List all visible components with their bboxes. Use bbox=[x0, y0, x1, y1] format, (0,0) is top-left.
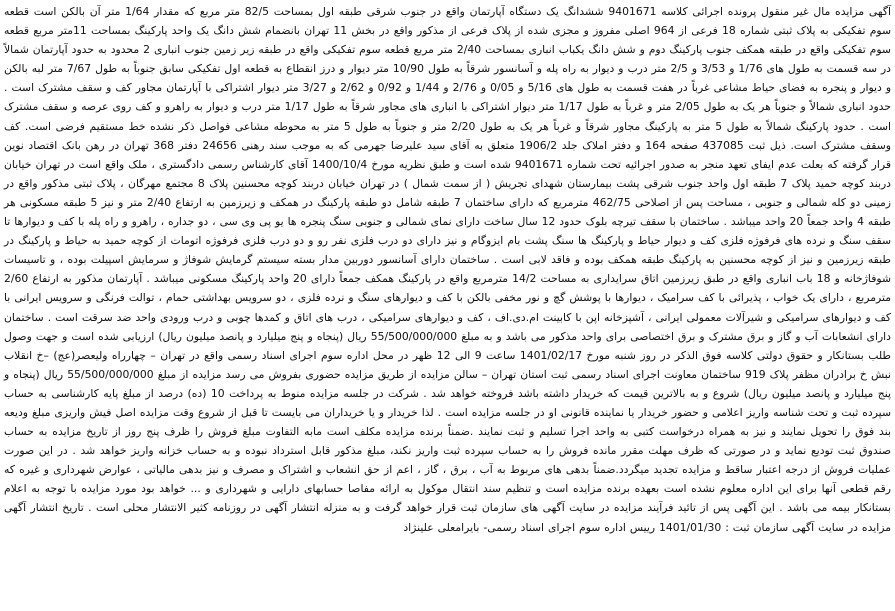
auction-notice-text: آگهی مزایده مال غیر منقول پرونده اجرائی کلاسه 9401671 ششدانگ یک دستگاه آپارتمان واقع در جنوب شرقی طبقه اول بمساحت 82/5 متر مربع که مقدار 1/64 متر آن بالکن است قطعه سوم تفکیکی به پلاک ثبتی شماره 18 فرعی از 964 اصلی مفروز و مجزی شده از پلاک فرعی از مذکور واقع در بخش 11 تهران بانضمام شش دانگ یک واحد پارکینگ بمساحت 11متر مربع قطعه سوم تفکیکی واقع در طبقه همکف جنوب پارکینگ دوم و شش دانگ یکباب انباری بمساحت 2/40 متر مربع قطعه سوم تفکیکی واقع در طبقه زیر زمین جنوب انباری 2 محدود به حدود آپارتمان شمالاً در سه قسمت به طول های 1/76 و 3/53 و 2/5 متر درب و دیوار به راه پله و آسانسور شرقاً به طول 10/90 متر دیوار و درز انقطاع به قطعه اول تفکیکی سابق جنوباً به طول 7/67 متر لبه بالکن و دیوار و پنجره به فضای حیاط مشاعی غرباً در هفت قسمت به طول های 5/16 و 0/05 و 2/76 و 1/44 و 0/92 و 2/62 و 3/27 متر دیوار اشتراکی با آپارتمان مجاور کف و سقف مشترک است . حدود انباری شمالاً و جنوباً هر یک به طول 2/05 متر و غرباً به طول 1/17 متر دیوار اشتراکی با انباری های مجاور شرقاً به طول 1/17 متر درب و دیوار به راهرو و کف روی عرصه و سقف مشترک است . حدود پارکینگ شمالاً به طول 5 متر به پارکینگ مجاور شرقاً و غرباً هر یک به طول 2/20 متر و جنوباً به طول 5 متر به محوطه مشاعی فواصل ذکر نشده خط مستقیم فرضی است. کف وسقف مشترک است. ذیل ثبت 437085 صفحه 164 و دفتر املاک جلد 1906/2 متعلق به آقای سید علیرضا جهرمی که به موجب سند رهنی 24656 دفتر 368 تهران در رهن بانک اقتصاد نوین قرار گرفته که بعلت عدم ایفای تعهد منجر به صدور اجرائیه تحت شماره 9401671 شده است و طبق نظریه مورخ 1400/10/4 آقای کارشناس رسمی دادگستری ، ملک واقع است در تهران خیابان دربند کوچه حمید پلاک 7 طبقه اول واحد جنوب شرقی پشت بیمارستان شهدای تجریش ( از سمت شمال ) در تهران خیابان دربند کوچه محسنین پلاک 8 مجتمع مهرگان ، پلاک ثبتی مذکور واقع در زمینی دو کله شمالی و جنوبی ، مساحت پس از اصلاحی 462/75 مترمربع که دارای ساختمان 7 طبقه شامل دو طبقه پارکینگ در همکف و زیرزمین به ارتفاع 2/40 متر و نیز 5 طبقه مسکونی هر طبقه 4 واحد جمعاً 20 واحد میباشد . ساختمان با سقف تیرچه بلوک حدود 12 سال ساخت دارای نمای شمالی و جنوبی سنگ پنجره ها یو پی وی سی ، دو جداره ، راهرو و راه پله با کف و دیوارها تا سقف سنگ و نرده های فرفوژه فلزی کف و دیوار حیاط و پارکینگ ها سنگ پشت بام ایزوگام و نیز دارای دو درب فلزی نفر رو و دو درب فلزی فرفوژه اتومات از کوچه حمید به حیاط و پارکینگ در طبقه زیرزمین و نیز از کوچه محسنین به پارکینگ طبقه همکف بوده و فاقد لابی است . ساختمان دارای آسانسور دوربین مدار بسته سیستم گرمایش شوفاژ و سرمایش اسپیلت بوده ، و تاسیسات شوفاژخانه و 18 باب انباری واقع در طبق زیرزمین اتاق سرایداری به مساحت 14/2 مترمربع واقع در پارکینگ همکف جمعاً دارای 20 واحد پارکینگ مسکونی میباشد . آپارتمان مذکور به ارتفاع 2/60 مترمربع ، دارای یک خواب ، پذیرائی با کف سرامیک ، دیوارها با پوشش گچ و نور مخفی بالکن با کف و دیوارهای سنگ و نرده فلزی ، دو سرویس بهداشتی حمام ، توالت فرنگی و سرویس ایرانی با کف و دیوارهای سرامیکی و شیرآلات معمولی ایرانی ، آشپزخانه اپن با کابینت ام.دی.اف ، کف و دیوارهای سرامیکی ، درب های اتاق و کمدها چوبی و درب ورودی واحد ضد سرقت است . ساختمان دارای انشعابات آب و گاز و برق مشترک و برق اختصاصی برای واحد مذکور می باشد و به مبلغ 55/500/000/000 ریال (پنجاه و پنج میلیارد و پانصد میلیون ریال) ارزیابی شده است و جهت وصول طلب بستانکار و حقوق دولتی کلاسه فوق الذکر در روز شنبه مورخ 1401/02/17 ساعت 9 الی 12 ظهر در محل اداره سوم اجرای اسناد رسمی واقع در تهران – چهارراه ولیعصر(عج) –خ انقلاب نبش خ برادران مظفر پلاک 919 ساختمان معاونت اجرای اسناد رسمی ثبت استان تهران – سالن مزایده از طریق مزایده حضوری بفروش می رسد مزایده از مبلغ 55/500/000/000 ریال (پنجاه و پنج میلیارد و پانصد میلیون ریال) شروع و به بالاترین قیمت که خریدار داشته باشد فروخته خواهد شد . شرکت در جلسه مزایده منوط به پرداخت 10 (ده) درصد از مبلغ پایه کارشناسی به حساب سپرده ثبت و تحت شناسه واریز اعلامی و حضور خریدار یا نماینده قانونی او در جلسه مزایده است . لذا خریدار و یا خریداران می بایست تا قبل از شروع وقت مزایده اصل فیش واریزی مبلغ ودیعه بند فوق را تحویل نمایند و نیز به همراه درخواست کتبی به واحد اجرا تسلیم و ثبت نمایند .ضمناً برنده مزایده مکلف است مابه التفاوت مبلغ فروش را ظرف پنج روز از تاریخ مزایده به حساب صندوق ثبت تودیع نماید و در صورتی که ظرف مهلت مقرر مانده فروش را به حساب سپرده ثبت واریز نکند، مبلغ مذکور قابل استرداد نبوده و به حساب خزانه واریز خواهد شد . در این صورت عملیات فروش از درجه اعتبار ساقط و مزایده تجدید میگردد.ضمناً بدهی های مربوط به آب ، برق ، گاز ، اعم از حق انشعاب و اشتراک و مصرف و نیز بدهی مالیاتی ، عوارض شهرداری و غیره که رقم قطعی آنها برای این اداره معلوم نشده است بعهده برنده مزایده است و تنظیم سند انتقال موکول به ارائه مفاصا حسابهای دارایی و شهرداری و ... خواهد بود مورد مزایده با توجه به اعلام بستانکار بیمه می باشد . این آگهی پس از تائید فرآیند مزایده در سایت آگهی های سازمان ثبت قرار خواهد گرفت و به منزله انتشار آگهی در روزنامه کثیر الانتشار محلی است . تاریخ انتشار آگهی مزایده در سایت آگهی سازمان ثبت : 1401/01/30 رییس اداره سوم اجرای اسناد رسمی- بایرامعلی علینژاد bbox=[4, 5, 892, 534]
